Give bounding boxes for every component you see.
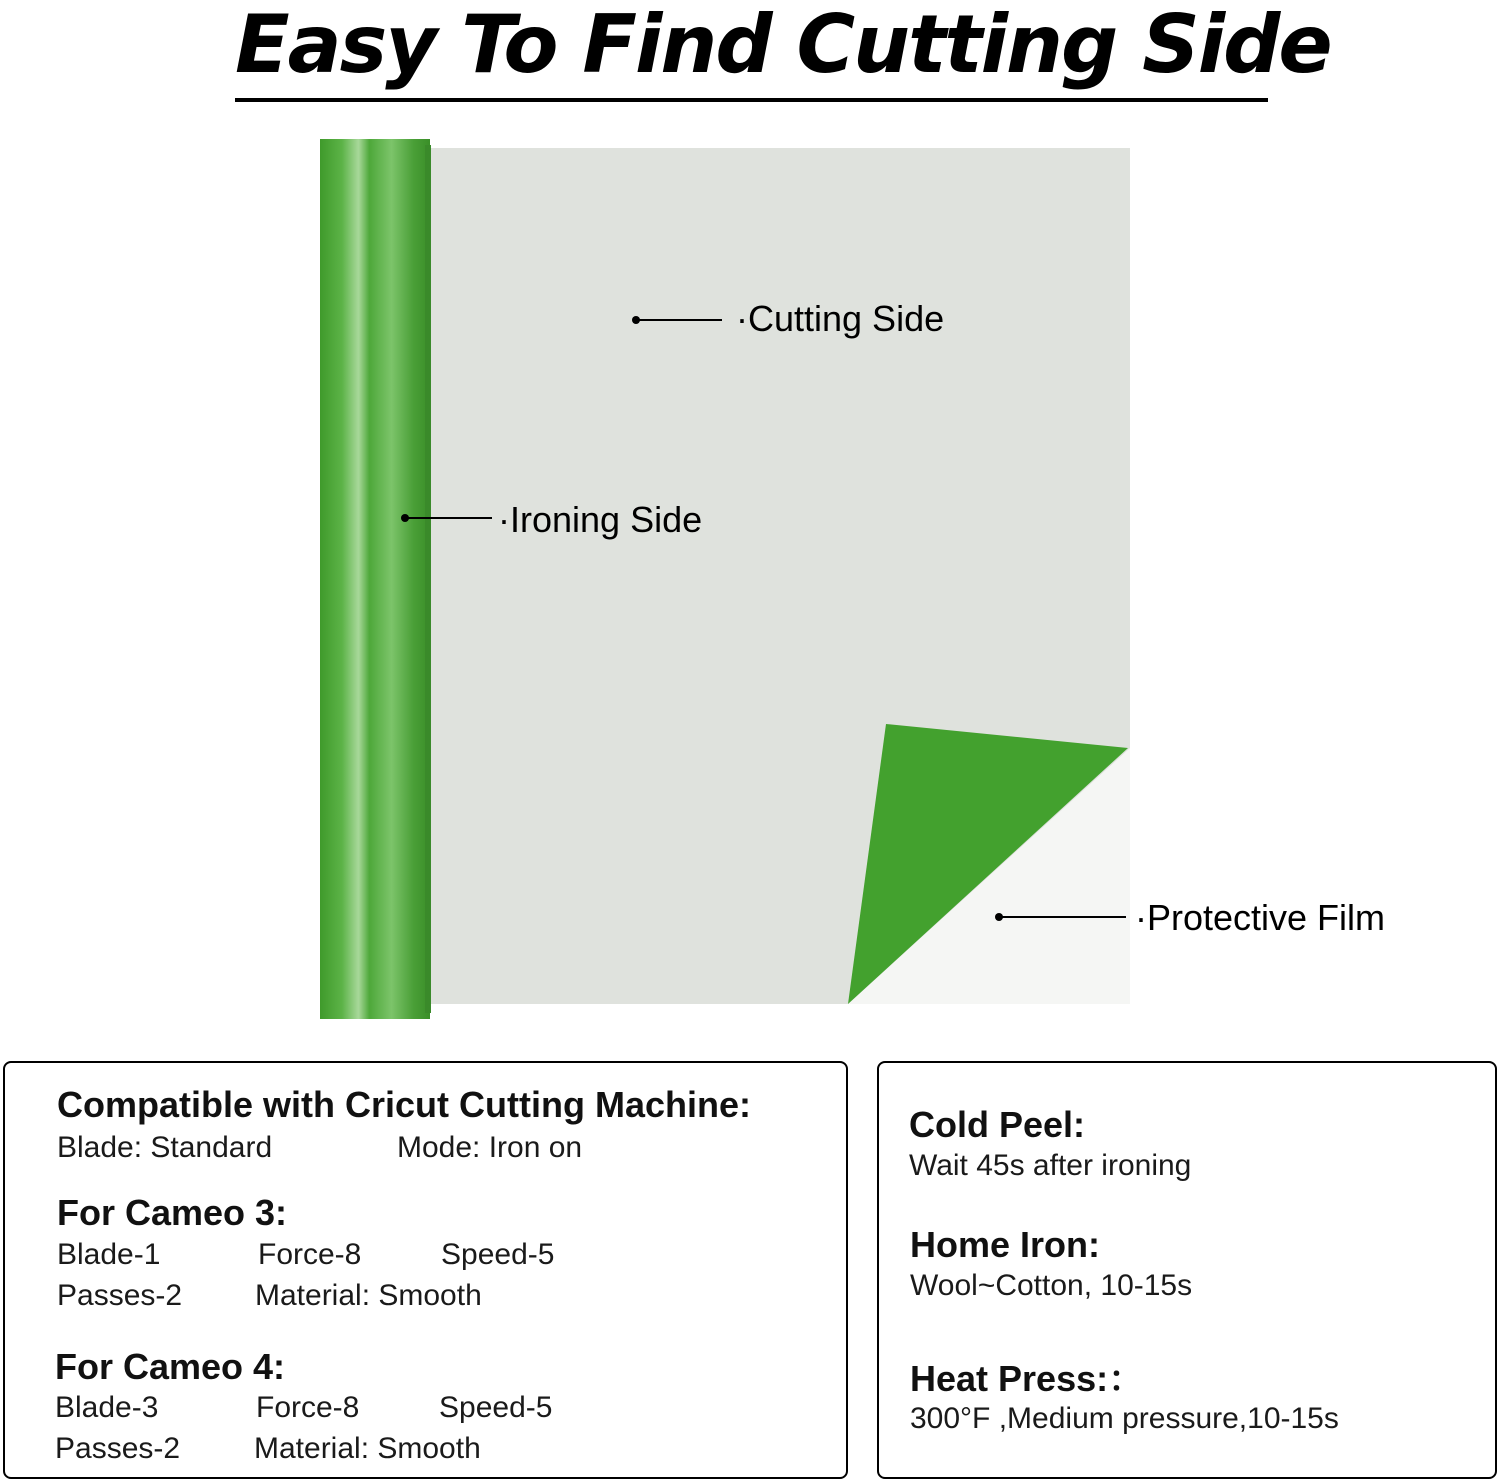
home-iron-heading: Home Iron: bbox=[910, 1224, 1101, 1265]
cutting-side-label: ·Cutting Side bbox=[736, 298, 945, 339]
compatibility-heading: Compatible with Cricut Cutting Machine: bbox=[57, 1084, 751, 1125]
cameo4-blade: Blade-3 bbox=[55, 1391, 159, 1424]
cameo4-passes: Passes-2 bbox=[55, 1432, 181, 1465]
cameo3-speed: Speed-5 bbox=[441, 1238, 555, 1271]
cold-peel-text: Wait 45s after ironing bbox=[909, 1149, 1192, 1182]
machine-settings-box bbox=[3, 1061, 848, 1479]
heat-press-text: 300°F ,Medium pressure,10-15s bbox=[910, 1402, 1339, 1435]
cameo3-blade: Blade-1 bbox=[57, 1238, 161, 1271]
ironing-side-label: ·Ironing Side bbox=[498, 499, 703, 540]
cameo3-passes: Passes-2 bbox=[57, 1279, 183, 1312]
application-instructions-box bbox=[877, 1061, 1497, 1479]
mode-setting: Mode: Iron on bbox=[397, 1131, 583, 1164]
protective-film-label: ·Protective Film bbox=[1135, 897, 1386, 938]
vinyl-roll-edge bbox=[425, 145, 431, 1013]
cold-peel-heading: Cold Peel: bbox=[909, 1104, 1086, 1145]
cameo3-material: Material: Smooth bbox=[255, 1279, 482, 1312]
vinyl-roll bbox=[320, 139, 430, 1019]
cameo4-force: Force-8 bbox=[256, 1391, 360, 1424]
cameo3-force: Force-8 bbox=[258, 1238, 362, 1271]
home-iron-text: Wool~Cotton, 10-15s bbox=[910, 1269, 1193, 1302]
cameo3-heading: For Cameo 3: bbox=[57, 1192, 288, 1233]
heat-press-heading: Heat Press:： bbox=[910, 1358, 1145, 1399]
cameo4-material: Material: Smooth bbox=[254, 1432, 481, 1465]
page-title: Easy To Find Cutting Side bbox=[235, 0, 1268, 102]
blade-setting: Blade: Standard bbox=[57, 1131, 273, 1164]
cameo4-heading: For Cameo 4: bbox=[55, 1346, 286, 1387]
cameo4-speed: Speed-5 bbox=[439, 1391, 553, 1424]
